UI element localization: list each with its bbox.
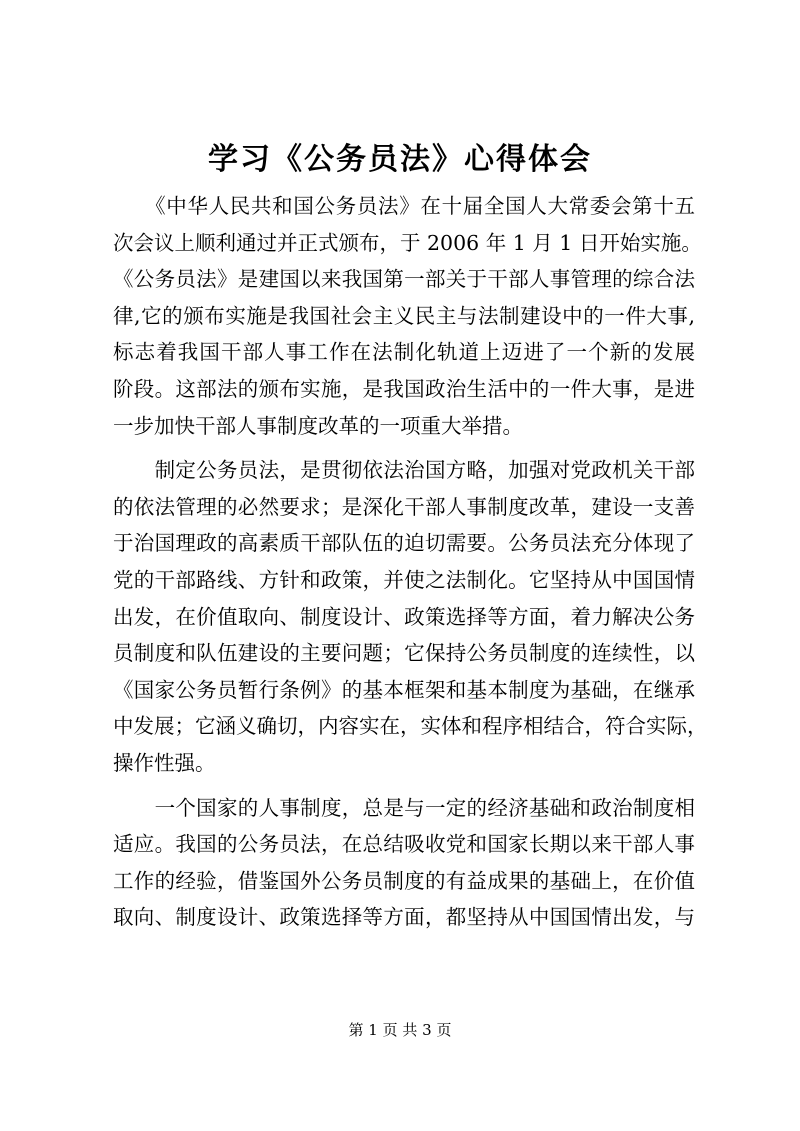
text-line: 于治国理政的高素质干部队伍的迫切需要。公务员法充分体现了 bbox=[113, 531, 695, 556]
document-title: 学习《公务员法》心得体会 bbox=[208, 142, 592, 177]
text-line: 一个国家的人事制度，总是与一定的经济基础和政治制度相 bbox=[113, 795, 695, 820]
text-line: 《公务员法》是建国以来我国第一部关于干部人事管理的综合法 bbox=[113, 267, 695, 292]
page-footer: 第 1 页 共 3 页 bbox=[348, 1021, 452, 1039]
text-line: 适应。我国的公务员法，在总结吸收党和国家长期以来干部人事 bbox=[113, 832, 695, 857]
text-line: 《国家公务员暂行条例》的基本框架和基本制度为基础，在继承 bbox=[113, 677, 695, 702]
text-line: 阶段。这部法的颁布实施，是我国政治生活中的一件大事，是进 bbox=[113, 376, 695, 401]
document-body bbox=[113, 188, 708, 936]
text-line: 出发，在价值取向、制度设计、政策选择等方面，着力解决公务 bbox=[113, 604, 695, 629]
text-line: 的依法管理的必然要求；是深化干部人事制度改革，建设一支善 bbox=[113, 494, 695, 519]
text-line: 党的干部路线、方针和政策，并使之法制化。它坚持从中国国情 bbox=[113, 567, 695, 592]
text-line: 工作的经验，借鉴国外公务员制度的有益成果的基础上，在价值 bbox=[113, 868, 695, 893]
paragraph bbox=[113, 188, 702, 444]
text-line: 操作性强。 bbox=[113, 750, 216, 775]
text-line: 取向、制度设计、政策选择等方面，都坚持从中国国情出发，与 bbox=[113, 905, 695, 930]
text-line: 制定公务员法，是贯彻依法治国方略，加强对党政机关干部 bbox=[113, 458, 695, 483]
text-line: 一步加快干部人事制度改革的一项重大举措。 bbox=[113, 413, 523, 438]
paragraph bbox=[113, 790, 695, 936]
text-line: 中发展；它涵义确切，内容实在，实体和程序相结合，符合实际， bbox=[113, 714, 708, 739]
text-line: 《中华人民共和国公务员法》在十届全国人大常委会第十五 bbox=[113, 194, 695, 218]
paragraph bbox=[113, 452, 708, 781]
text-line: 律,它的颁布实施是我国社会主义民主与法制建设中的一件大事, bbox=[113, 303, 695, 328]
text-line: 次会议上顺利通过并正式颁布，于 2006 年 1 月 1 日开始实施。 bbox=[113, 230, 702, 255]
text-line: 标志着我国干部人事工作在法制化轨道上迈进了一个新的发展 bbox=[113, 340, 695, 365]
text-line: 员制度和队伍建设的主要问题；它保持公务员制度的连续性，以 bbox=[113, 641, 695, 666]
